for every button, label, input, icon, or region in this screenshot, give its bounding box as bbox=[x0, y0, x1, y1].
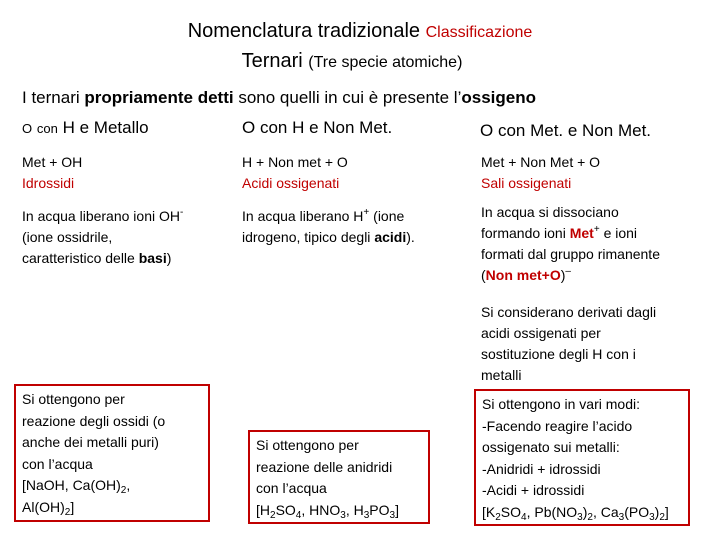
col2-formula: H + Non met + O bbox=[242, 154, 348, 170]
col3-derivation: Si considerano derivati dagli acidi ossigenati per sostituzione degli H con i metalli bbox=[481, 304, 657, 383]
col3-description: In acqua si dissociano formando ioni Met+ e ioni formati dal gruppo rimanente (Non met+O)– bbox=[481, 204, 660, 283]
intro-line: I ternari propriamente detti sono quelli in cui è presente l’ossigeno bbox=[22, 88, 536, 107]
col2-box: Si ottengono per reazione delle anidridi con l’acqua [$H_2SO_4$, $HNO_3$, $H_3PO_3$] bbox=[248, 430, 430, 524]
col3-name: Sali ossigenati bbox=[481, 175, 572, 191]
page-subtitle: Ternari (Tre specie atomiche) bbox=[241, 50, 463, 72]
header-col2: O con H e Non Met. bbox=[242, 118, 393, 137]
col2-description: In acqua liberano H+ (ione idrogeno, tipico degli acidi). bbox=[242, 207, 415, 245]
col1-description: In acqua liberano ioni OH- (ione ossidrile, caratteristico delle basi) bbox=[22, 207, 184, 266]
col3-box: Si ottengono in vari modi: -Facendo reagire l’acido ossigenato sui metalli: -Anidridi + idrossidi -Acidi + idrossidi [$K_2SO_4$, $Pb(NO_3)_2$, $Ca_3(PO_3)_2$] bbox=[474, 389, 690, 526]
col1-name: Idrossidi bbox=[22, 175, 75, 191]
header-col3: O con Met. e Non Met. bbox=[480, 121, 652, 140]
col1-box: Si ottengono per reazione degli ossidi (o anche dei metalli puri) con l’acqua [NaOH, $Ca(OH)_2$, $Al(OH)_2$] bbox=[14, 384, 210, 522]
col3-formula: Met + Non Met + O bbox=[481, 154, 601, 170]
header-col1: O con H e Metallo bbox=[22, 118, 149, 137]
page-title: Nomenclatura tradizionale Classificazione bbox=[187, 20, 533, 42]
classification-label: Classificazione bbox=[425, 24, 533, 41]
col1-formula: Met + OH bbox=[22, 154, 83, 170]
col2-name: Acidi ossigenati bbox=[242, 175, 340, 191]
